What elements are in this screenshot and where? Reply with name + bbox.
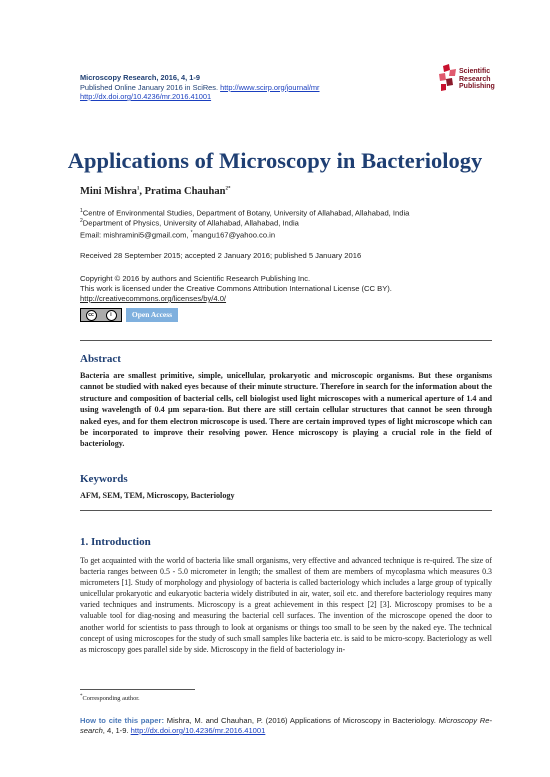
keywords-heading: Keywords (80, 473, 128, 485)
citation-volume: , 4, 1-9. (102, 726, 131, 735)
citation-text: Mishra, M. and Chauhan, P. (2016) Applications of Microscopy in Bacteriology. (164, 716, 439, 725)
cc-by-badge[interactable] (80, 308, 122, 322)
keywords-text: AFM, SEM, TEM, Microscopy, Bacteriology (80, 491, 235, 500)
publisher-name-line2: Research (459, 75, 491, 83)
journal-header (80, 73, 320, 102)
license-link[interactable]: http://creativecommons.org/licenses/by/4.0/ (80, 294, 227, 303)
publisher-name (459, 68, 495, 91)
citation-journal: Microscopy Re-search (80, 716, 492, 735)
introduction-heading: 1. Introduction (80, 536, 151, 548)
publisher-logo-icon (437, 64, 457, 92)
email-address: mangu167@yahoo.co.in (192, 230, 276, 240)
footnote (80, 694, 140, 702)
abstract-text: Bacteria are smallest primitive, simple, unicellular, prokaryotic and microscopic organisms. But these organisms cannot be studied with naked eyes because of their minute structure. Therefore in search for the information about the structure and composition of bacterial cells, cell biologist used light microscopes with a numerical aperture of 1.4 and using wavelength of 0.4 μm separa-tion. But there are still certain cellular structures that cannot be seen through naked eyes, and for them electron microscope is used. There are certain improved types of light microscope which can be incorporated to improve their resolving power. Hence microscopy is playing a crucial role in the field of bacteriology. (80, 371, 492, 449)
author-list (80, 186, 230, 197)
author-name: Pratima Chauhan (144, 186, 226, 197)
email-line (80, 228, 275, 241)
license-line: This work is licensed under the Creative Commons Attribution International License (CC BY). (80, 284, 392, 293)
footnote-text: Corresponding author. (82, 695, 140, 703)
publisher-name-line1: Scientific (459, 68, 491, 75)
doi-link[interactable]: http://dx.doi.org/10.4236/mr.2016.41001 (80, 92, 212, 101)
publication-line (80, 83, 320, 93)
journal-citation: Microscopy Research, 2016, 4, 1-9 (80, 73, 200, 82)
attribution-icon: i (106, 310, 117, 321)
affiliation-superscript: 1 (80, 208, 83, 214)
affiliation-text: Department of Physics, University of Allahabad, Allahabad, India (82, 218, 299, 228)
open-access-badge[interactable]: Open Access (126, 308, 178, 322)
footnote-rule (80, 689, 195, 690)
author-name: Mini Mishra (80, 186, 137, 197)
section-divider (80, 340, 492, 341)
published-online-text: Published Online January 2016 in SciRes. (80, 82, 219, 92)
affiliation-2 (80, 216, 299, 229)
abstract-heading: Abstract (80, 353, 121, 365)
journal-url-link[interactable]: http://www.scirp.org/journal/mr (220, 82, 320, 92)
author-separator: , (139, 186, 145, 197)
how-to-cite (80, 716, 492, 736)
received-dates: Received 28 September 2015; accepted 2 January 2016; published 5 January 2016 (80, 251, 362, 260)
paper-title: Applications of Microscopy in Bacteriology (67, 148, 483, 173)
how-to-cite-label: How to cite this paper: (80, 716, 164, 725)
affiliation-superscript: 2 (80, 218, 83, 224)
citation-doi-link[interactable]: http://dx.doi.org/10.4236/mr.2016.41001 (130, 726, 266, 735)
publisher-logo (437, 62, 532, 98)
copyright-line: Copyright © 2016 by authors and Scientific Research Publishing Inc. (80, 274, 311, 283)
section-divider (80, 510, 492, 511)
email-label: Email: mishramini5@gmail.com, (80, 230, 191, 240)
affiliation-text: Centre of Environmental Studies, Department of Botany, University of Allahabad, Allahabad, India (82, 208, 410, 218)
introduction-text: To get acquainted with the world of bacteria like small organisms, very effective and advanced technique is re-quired. The size of bacteria ranges between 0.5 - 5.0 micrometer in length; the smallest of them are members of mycoplasma which measures 0.3 micrometers [1]. Study of morphology and physiology of bacteria is called bacteriology which includes a large group of typically unicellular prokaryotic and eukaryotic bacteria widely distributed in air, water, soil etc. and therefore bacteriology requires many varied techniques and instruments. Microscopy is a great achievement in this respect [2] [3]. Microscopy promises to be a valuable tool for diag-nosing and measuring the bacterial cell surfaces. The invention of the microscope opened the door to another world for scientists to pass through to look at organisms or things too small to be seen by the naked eye. The technical concept of using microscopes for the study of such small samples like bacteria etc. is said to be micro-scopy. Bacteriology as well as microscopy goes parallel side by side. Microscopy in the field of bacteriology in- (80, 556, 492, 654)
author-superscript: 2* (225, 186, 231, 192)
author-superscript: 1 (136, 186, 140, 192)
footnote-marker: * (80, 694, 83, 699)
publisher-name-line3: Publishing (459, 83, 495, 90)
creative-commons-icon: cc (86, 310, 97, 321)
email-superscript: * (190, 230, 193, 236)
